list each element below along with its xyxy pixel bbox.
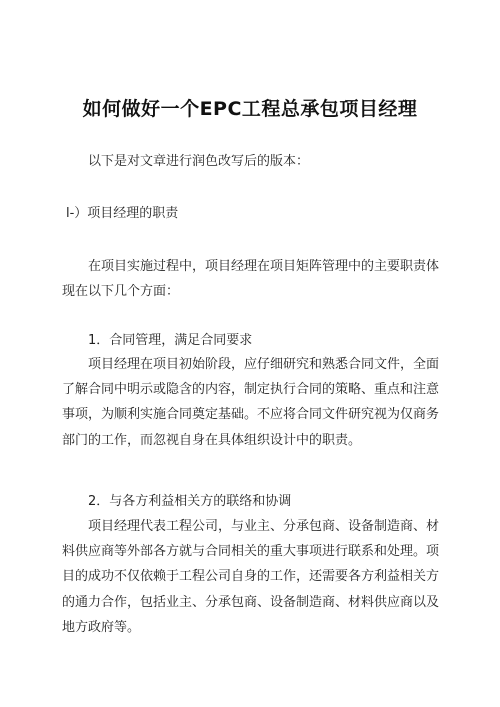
item-paragraph-1: 项目经理在项目初始阶段，应仔细研究和熟悉合同文件，全面了解合同中明示或隐含的内容，制定执行合同的策略、重点和注意事项，为顺利实施合同奠定基础。不应将合同文件研究视为仅商务部门的工作，而忽视自身在具体组织设计中的职责。 [62, 357, 440, 448]
section-paragraph: 在项目实施过程中，项目经理在项目矩阵管理中的主要职责体现在以下几个方面： [62, 259, 440, 300]
item-heading-2: 2．与各方利益相关方的联络和协调 [88, 494, 292, 509]
document-title: 如何做好一个EPC工程总承包项目经理 [82, 98, 418, 120]
item-heading-1: 1．合同管理，满足合同要求 [88, 333, 253, 348]
section-heading: l-）项目经理的职责 [66, 206, 179, 221]
intro-paragraph: 以下是对文章进行润色改写后的版本： [88, 154, 310, 169]
item-paragraph-2: 项目经理代表工程公司，与业主、分承包商、设备制造商、材料供应商等外部各方就与合同相关的重大事项进行联系和处理。项目的成功不仅依赖于工程公司自身的工作，还需要各方利益相关方的通力合作，包括业主、分承包商、设备制造商、材料供应商以及地方政府等。 [62, 519, 440, 635]
